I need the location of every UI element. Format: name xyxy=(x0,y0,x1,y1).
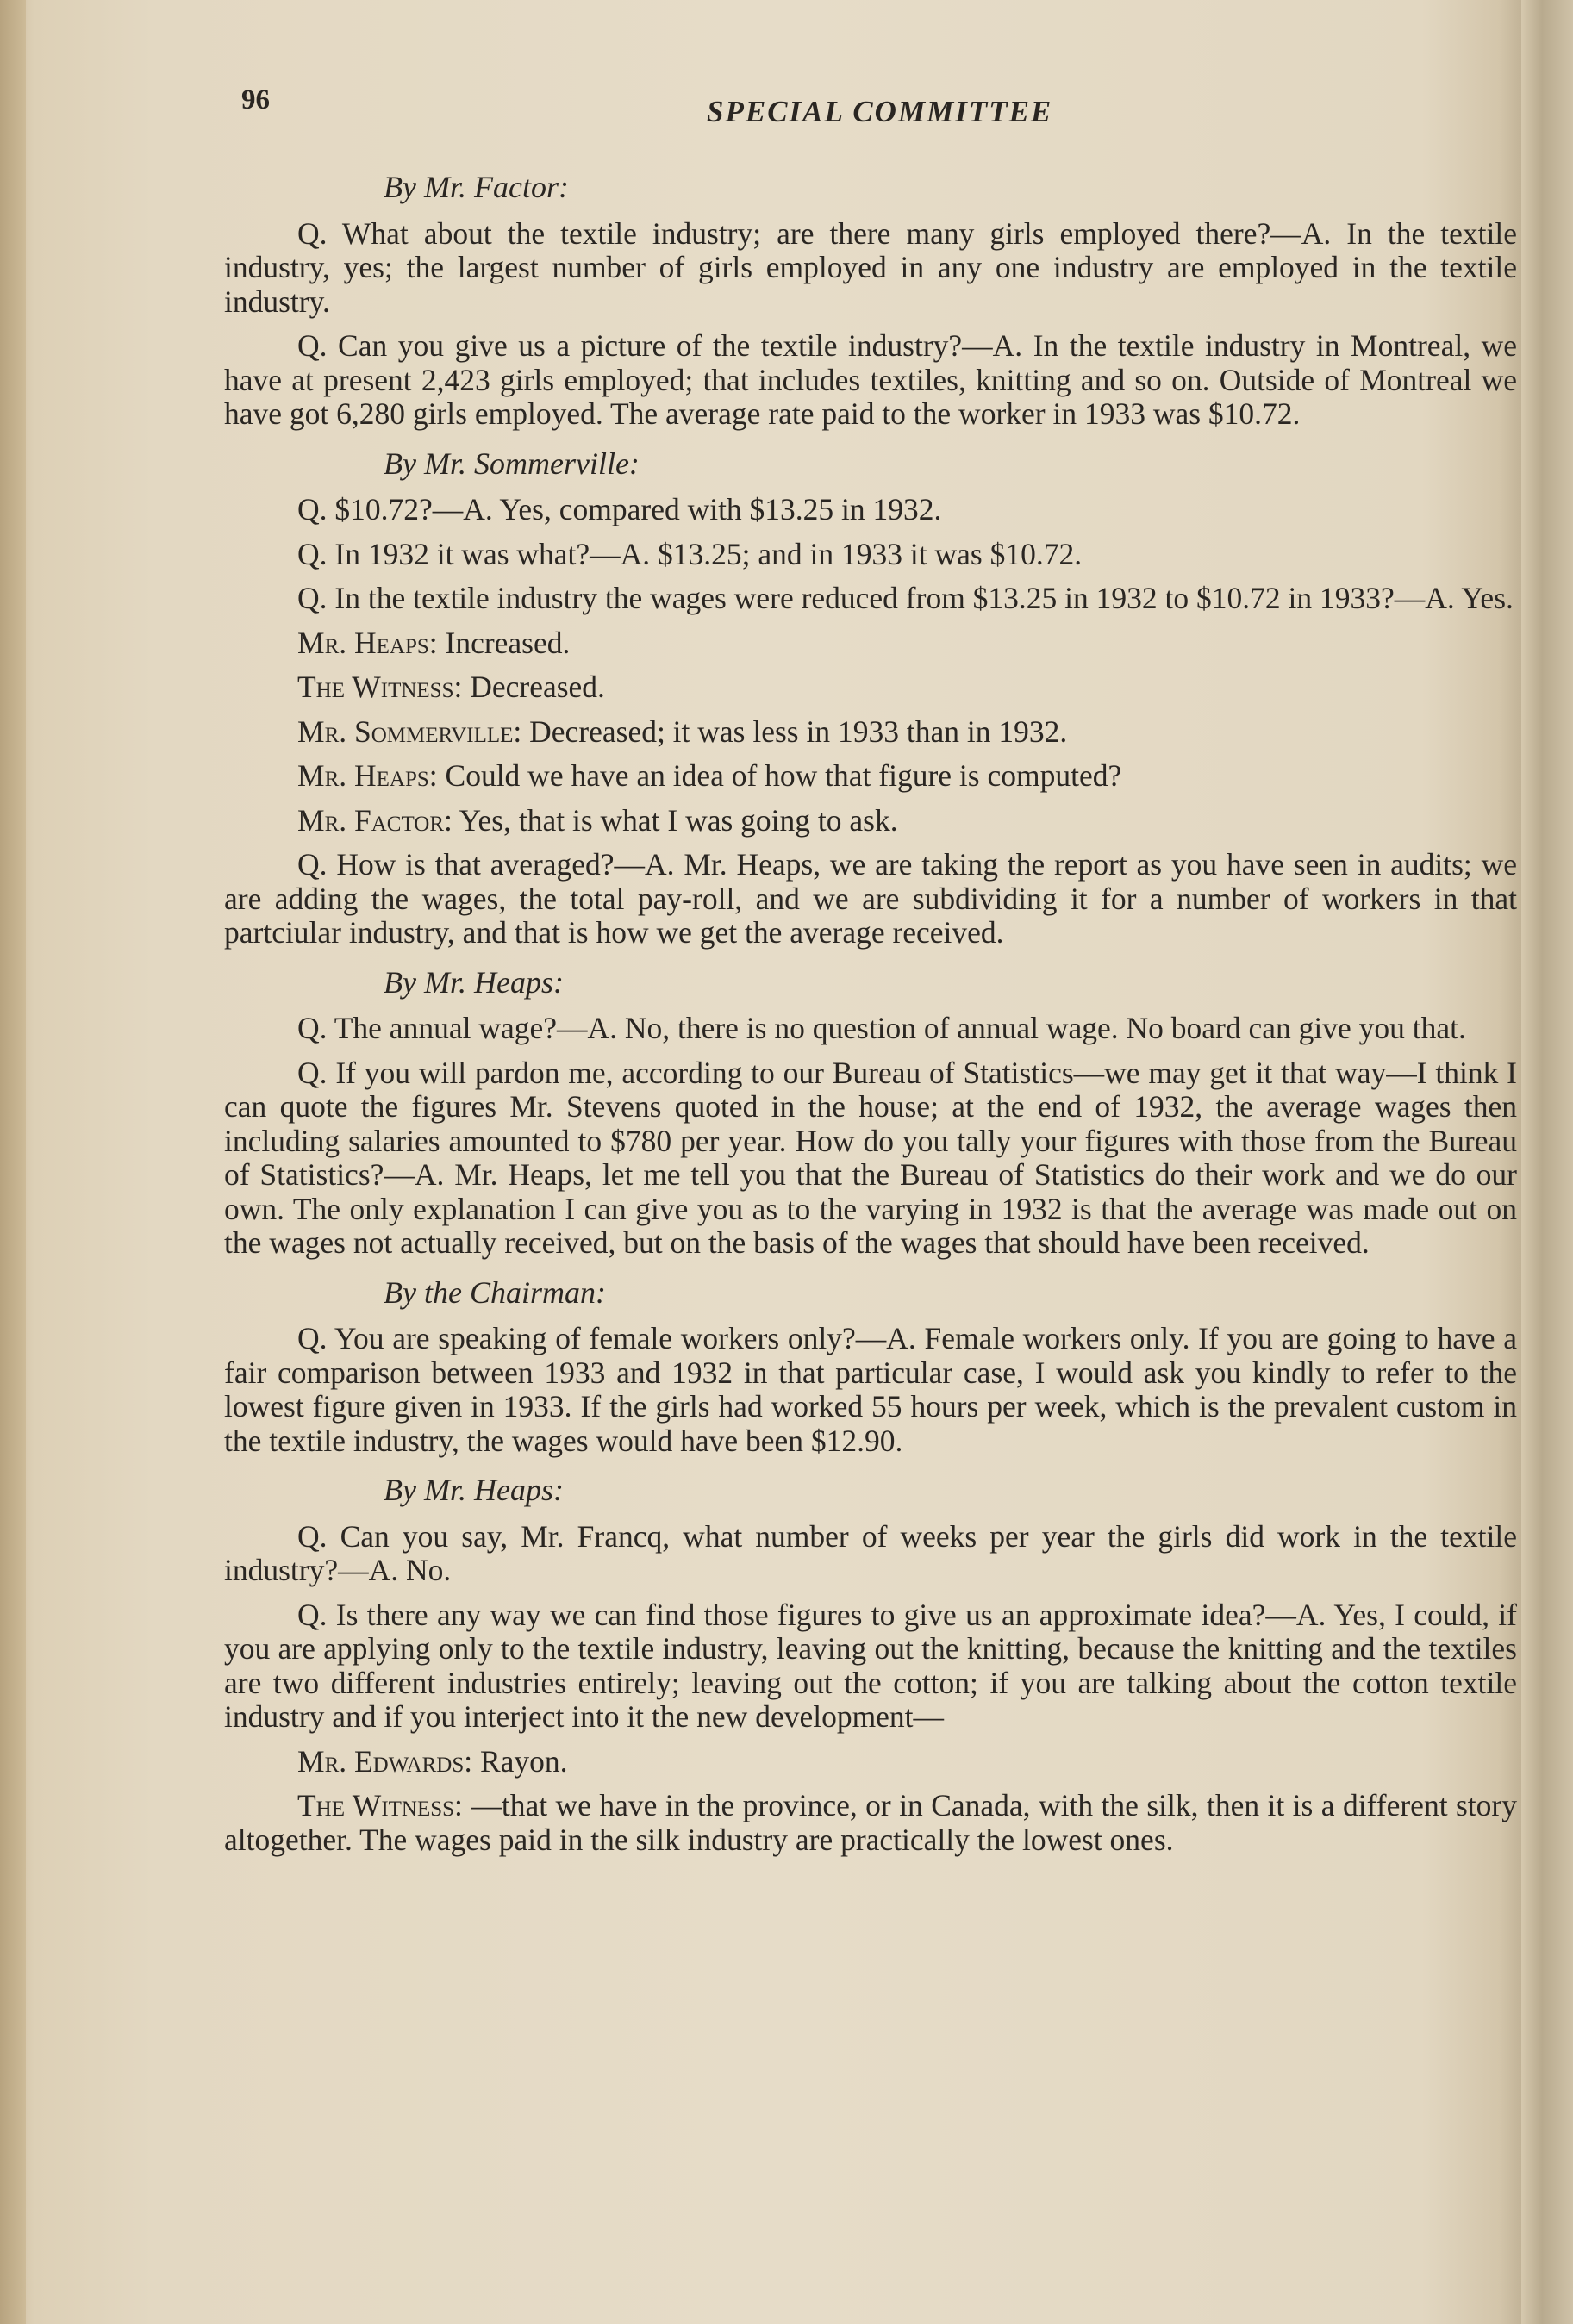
speech-text: Decreased; it was less in 1933 than in 1932. xyxy=(529,713,1068,749)
question-answer-paragraph: Q. If you will pardon me, according to our Bureau of Statistics—we may get it that way—I think I can quote the figures Mr. Stevens quoted in the house; at the end of 1932, the average wages then including salaries amounted to $780 per year. How do you tally your figures with those from the Bureau of Statistics?—A. Mr. Heaps, let me tell you that the Bureau of Statistics do their work and we do our own. The only explanation I can give you as to the varying in 1932 is that the average was made out on the wages not actually received, but on the basis of the wages that should have been received. xyxy=(224,1055,1517,1260)
speaker-heading: By Mr. Sommerville: xyxy=(384,445,640,481)
speech-text: Could we have an idea of how that figure is computed? xyxy=(445,758,1122,793)
speaker-name: Mr. Heaps xyxy=(297,758,429,793)
page-left-edge xyxy=(0,0,26,2324)
question-answer-paragraph: Q. Can you say, Mr. Francq, what number of weeks per year the girls did work in the textile industry?—A. No. xyxy=(224,1518,1517,1587)
speech-text: Rayon. xyxy=(480,1743,568,1779)
question-answer-paragraph: Q. The annual wage?—A. No, there is no question of annual wage. No board can give you that. xyxy=(297,1011,1466,1045)
page-header xyxy=(241,84,1517,136)
question-answer-paragraph: Q. Can you give us a picture of the textile industry?—A. In the textile industry in Montreal, we have at present 2,423 girls employed; that includes textiles, knitting and so on. Outside of Montreal we have got 6,280 girls employed. The average rate paid to the worker in 1933 was $10.72. xyxy=(224,328,1517,431)
page-number: 96 xyxy=(241,84,270,115)
speaker-name: Mr. Edwards xyxy=(297,1743,465,1779)
question-answer-paragraph: Q. $10.72?—A. Yes, compared with $13.25 in 1932. xyxy=(297,492,942,526)
question-answer-paragraph: Q. How is that averaged?—A. Mr. Heaps, we are taking the report as you have seen in audits; we are adding the wages, the total pay-roll, and we are subdividing it for a number of workers in that partciular industry, and that is how we get the average received. xyxy=(224,847,1517,950)
running-head: SPECIAL COMMITTEE xyxy=(707,95,1053,128)
speech-text: Decreased. xyxy=(470,670,605,704)
question-answer-paragraph: Q. What about the textile industry; are there many girls employed there?—A. In the textile industry, yes; the largest number of girls employed in any one industry are employed in the textile industry. xyxy=(224,215,1517,319)
speech-line: The Witness: Decreased. xyxy=(297,670,605,704)
speech-line: Mr. Edwards: Rayon. xyxy=(297,1743,568,1779)
question-answer-paragraph: Q. Is there any way we can find those figures to give us an approximate idea?—A. Yes, I could, if you are applying only to the textile industry, leaving out the knitting, because the knitting and the textiles are two different industries entirely; leaving out the cotton; if you are talking about the cotton textile industry and if you interject into it the new development— xyxy=(224,1597,1517,1734)
question-answer-paragraph: Q. You are speaking of female workers only?—A. Female workers only. If you are going to have a fair comparison between 1933 and 1932 in that particular case, I would ask you kindly to refer to the lowest figure given in 1933. If the girls had worked 55 hours per week, which is the prevalent custom in the textile industry, the wages would have been $12.90. xyxy=(224,1321,1517,1458)
speaker-name: Mr. Sommerville xyxy=(297,713,514,749)
speaker-heading: By Mr. Factor: xyxy=(384,170,569,204)
speaker-name: Mr. Factor xyxy=(297,802,445,838)
speaker-name: Mr. Heaps xyxy=(297,625,429,660)
question-answer-paragraph: Q. In the textile industry the wages were reduced from $13.25 in 1932 to $10.72 in 1933?—A. Yes. xyxy=(297,581,1514,615)
question-answer-paragraph: Q. In 1932 it was what?—A. $13.25; and in 1933 it was $10.72. xyxy=(297,536,1083,571)
speech-line: Mr. Factor: Yes, that is what I was going to ask. xyxy=(297,802,898,838)
speaker-name: The Witness xyxy=(297,1788,455,1822)
page-body xyxy=(224,155,1517,1867)
speaker-heading: By Mr. Heaps: xyxy=(384,1473,564,1507)
speech-line: Mr. Sommerville: Decreased; it was less in 1933 than in 1932. xyxy=(297,713,1068,749)
speaker-name: The Witness xyxy=(297,670,454,704)
speech-text: Increased. xyxy=(445,625,571,660)
speaker-heading: By Mr. Heaps: xyxy=(384,964,564,1000)
speech-line: Mr. Heaps: Increased. xyxy=(297,625,571,660)
speech-line: The Witness: —that we have in the province, or in Canada, with the silk, then it is a different story altogether. The wages paid in the silk industry are practically the lowest ones. xyxy=(224,1788,1517,1857)
page-gutter-shadow xyxy=(1521,0,1573,2324)
speech-text: Yes, that is what I was going to ask. xyxy=(459,802,898,838)
speech-text: —that we have in the province, or in Canada, with the silk, then it is a different story altogether. The wages paid in the silk industry are practically the lowest ones. xyxy=(224,1788,1517,1857)
speaker-heading: By the Chairman: xyxy=(384,1274,606,1310)
speech-line: Mr. Heaps: Could we have an idea of how that figure is computed? xyxy=(297,758,1122,793)
